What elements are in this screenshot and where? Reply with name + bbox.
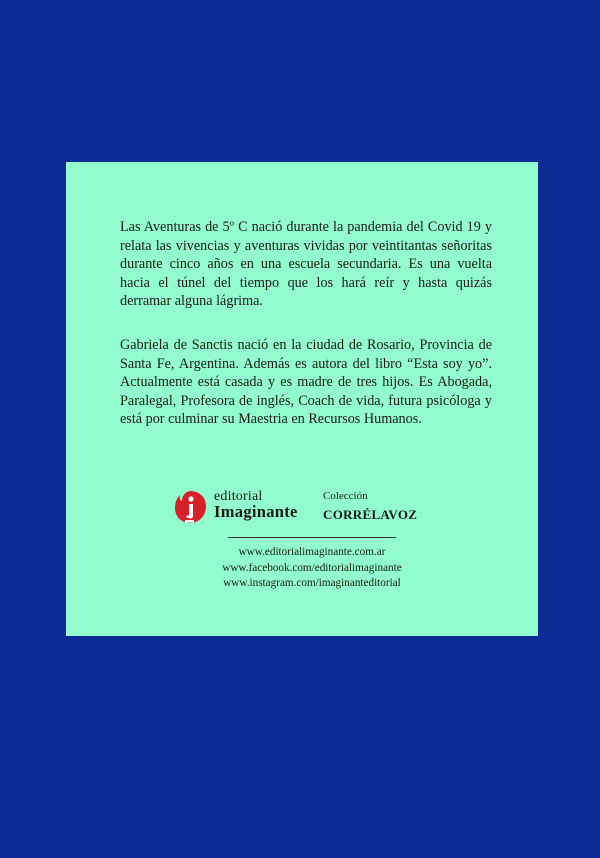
author-bio-paragraph: Gabriela de Sanctis nació en la ciudad de Rosario, Provincia de Santa Fe, Argentina. Además es autora del libro “Esta soy yo”. Actualmente está casada y es madre de tres hijos. Es Abogada, Paralegal, Profesora de inglés, Coach de vida, futura psicóloga y está por culminar su Maestria en Recursos Humanos. (120, 337, 492, 428)
collection-name: CORRÉLAVOZ (323, 507, 418, 522)
synopsis-paragraph: Las Aventuras de 5º C nació durante la pandemia del Covid 19 y relata las vivencias y aventuras vividas por veintitantas señoritas durante cinco años en una escuela secundaria. Es una vuelta hacia el túnel del tiempo que los hará reír y hasta quizás derramar alguna lágrima. (120, 219, 492, 310)
text-panel (66, 162, 538, 636)
facebook-link[interactable]: www.facebook.com/editorialimaginante (222, 561, 402, 574)
publisher-block (173, 489, 453, 529)
imaginante-logo-icon (173, 489, 207, 525)
publisher-line1: editorial (214, 489, 263, 504)
website-link[interactable]: www.editorialimaginante.com.ar (238, 546, 386, 558)
publisher-links (166, 545, 458, 592)
divider (228, 537, 396, 538)
collection-label: Colección (323, 490, 368, 502)
instagram-link[interactable]: www.instagram.com/imaginanteditorial (223, 577, 401, 589)
publisher-name: Imaginante (214, 502, 298, 521)
